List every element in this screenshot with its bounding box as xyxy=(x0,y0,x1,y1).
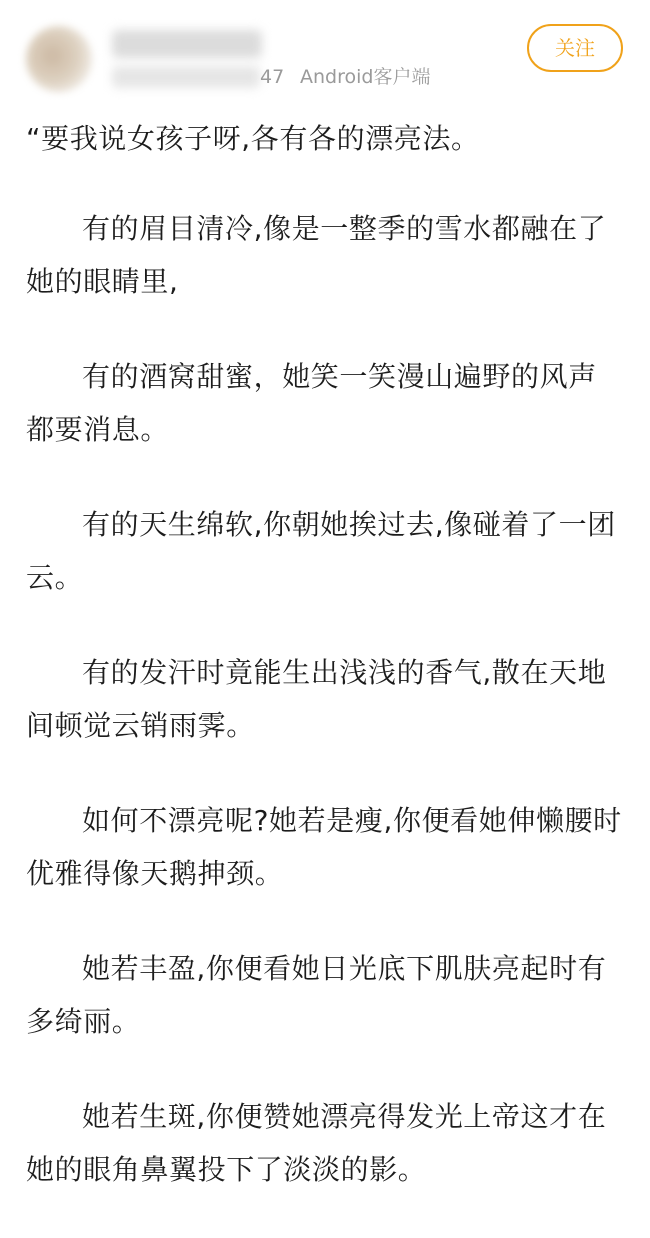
client-source: Android客户端 xyxy=(300,66,431,88)
paragraph: “要我说女孩子呀,各有各的漂亮法。 xyxy=(26,122,480,155)
username-blurred[interactable] xyxy=(112,30,262,58)
post-time: 47 xyxy=(260,66,285,88)
paragraph: 她若生斑,你便赞她漂亮得发光上帝这才在她的眼角鼻翼投下了淡淡的影。 xyxy=(26,1100,607,1186)
post-time-blurred xyxy=(112,66,260,88)
paragraph: 有的发汗时竟能生出浅浅的香气,散在天地间顿觉云销雨霁。 xyxy=(26,656,607,742)
paragraph: 如何不漂亮呢?她若是瘦,你便看她伸懒腰时优雅得像天鹅抻颈。 xyxy=(26,804,622,890)
follow-button[interactable]: 关注 xyxy=(527,24,623,72)
post-body xyxy=(26,112,624,1238)
paragraph: 有的酒窝甜蜜，她笑一笑漫山遍野的风声都要消息。 xyxy=(26,360,597,446)
avatar[interactable] xyxy=(26,26,92,92)
paragraph: 有的眉目清冷,像是一整季的雪水都融在了她的眼睛里, xyxy=(26,212,607,298)
post-header xyxy=(0,0,650,100)
paragraph: 她若丰盈,你便看她日光底下肌肤亮起时有多绮丽。 xyxy=(26,952,607,1038)
paragraph: 有的天生绵软,你朝她挨过去,像碰着了一团云。 xyxy=(26,508,616,594)
post-meta xyxy=(112,62,431,92)
